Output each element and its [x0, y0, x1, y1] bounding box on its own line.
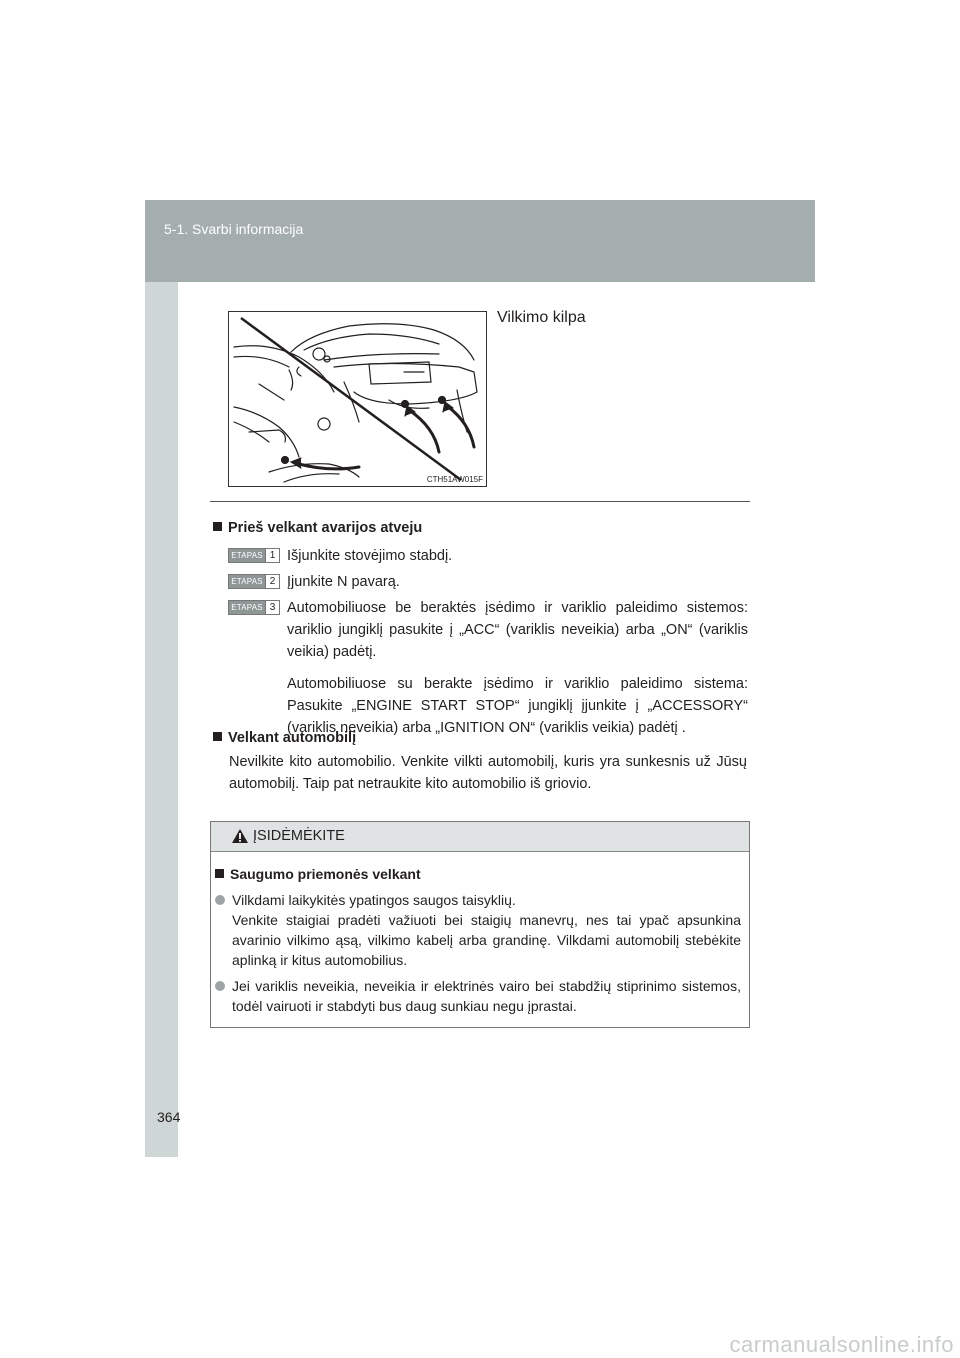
caution-heading-text: Saugumo priemonės velkant: [230, 866, 421, 882]
step-badge-number: 3: [265, 601, 279, 614]
page-number: 364: [157, 1109, 181, 1125]
caution-title: ĮSIDĖMĖKITE: [253, 828, 345, 844]
car-illustration: [229, 312, 486, 486]
figure-callout-towing-eyelet: Vilkimo kilpa: [497, 309, 586, 326]
header-band: [145, 200, 815, 282]
step-badge-word: ETAPAS: [229, 575, 265, 588]
warning-triangle-icon: [231, 828, 249, 844]
caution-bullet-2-line-1: Jei variklis neveikia, neveikia ir elektrinės vairo bei stabdžių stiprinimo sistemos, todėl vairuoti ir stabdyti bus daug sunkiau negu įprastai.: [232, 978, 741, 1014]
caution-bullet-2: [215, 976, 741, 1016]
step-3-text-keyless-absent: Automobiliuose be beraktės įsėdimo ir variklio paleidimo sistemos: variklio jungiklį pasukite į „ACC“ (variklis neveikia) arba „ON“ (variklis veikia) padėtį.: [287, 600, 748, 660]
step-badge-icon: [228, 600, 280, 615]
step-badge-word: ETAPAS: [229, 601, 265, 614]
step-3: [228, 597, 748, 739]
step-3-text-keyless-present: Automobiliuose su berakte įsėdimo ir variklio paleidimo sistema: Pasukite „ENGINE START STOP“ jungiklį įjunkite į „ACCESSORY“ (variklis neveikia) arba „IGNITION ON“ (variklis veikia) padėtį .: [287, 676, 748, 736]
step-badge-icon: [228, 574, 280, 589]
step-badge-icon: [228, 548, 280, 563]
circle-bullet-icon: [215, 981, 225, 991]
caution-box: [210, 821, 750, 1028]
section-title: 5-1. Svarbi informacija: [164, 221, 304, 237]
step-badge-number: 2: [265, 575, 279, 588]
step-badge-word: ETAPAS: [229, 549, 265, 562]
while-towing-text: Nevilkite kito automobilio. Venkite vilkti automobilį, kuris yra sunkesnis už Jūsų automobilį. Taip pat netraukite kito automobilio iš griovio.: [229, 754, 747, 792]
caution-heading: [215, 866, 421, 882]
step-2: [228, 571, 748, 593]
square-bullet-icon: [215, 869, 224, 878]
while-towing-heading: [213, 730, 356, 746]
caution-bullet-1-line-2: Venkite staigiai pradėti važiuoti bei staigių manevrų, nes tai ypač apsunkina avarinio vilkimo ąsą, vilkimo kabelį arba grandinę. Vilkdami automobilį stebėkite aplinką ir kitus automobilius.: [232, 912, 741, 968]
step-badge-number: 1: [265, 549, 279, 562]
caution-bullet-1-line-1: Vilkdami laikykitės ypatingos saugos taisyklių.: [232, 892, 516, 908]
figure-code: CTH51AW015F: [426, 475, 483, 484]
watermark: carmanualsonline.info: [729, 1332, 954, 1357]
square-bullet-icon: [213, 732, 222, 741]
step-2-text: Įjunkite N pavarą.: [287, 574, 400, 590]
step-1: [228, 545, 748, 567]
before-towing-heading-text: Prieš velkant avarijos atveju: [228, 520, 423, 536]
section-divider: [210, 501, 750, 502]
circle-bullet-icon: [215, 895, 225, 905]
step-1-text: Išjunkite stovėjimo stabdį.: [287, 548, 453, 564]
square-bullet-icon: [213, 522, 222, 531]
before-towing-heading: [213, 520, 422, 536]
caution-header: [211, 822, 749, 852]
while-towing-heading-text: Velkant automobilį: [228, 730, 357, 746]
left-margin-strip: [145, 282, 181, 1157]
caution-bullet-1: [215, 890, 741, 970]
towing-eyelet-figure: [228, 311, 487, 487]
